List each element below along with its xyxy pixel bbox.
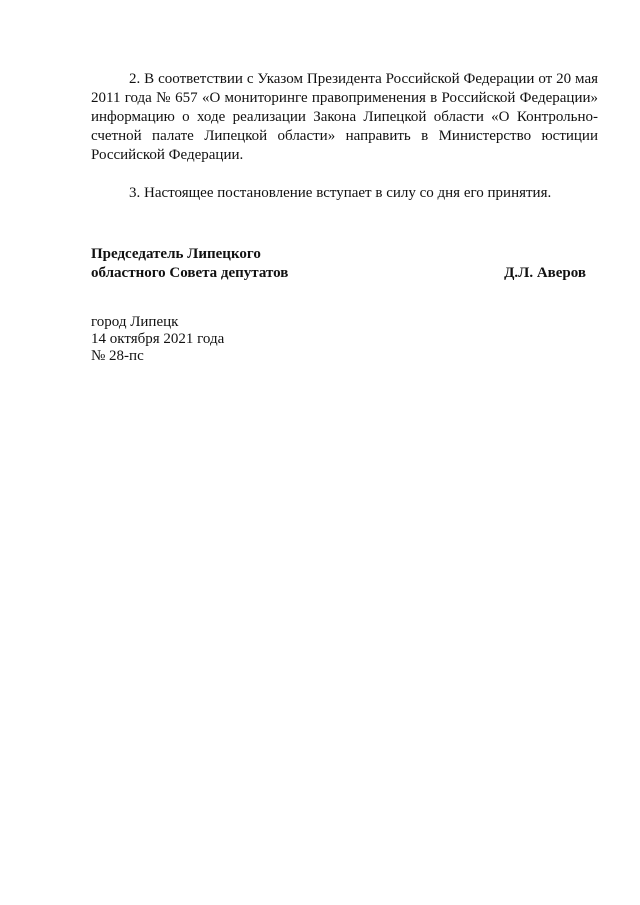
footer-date: 14 октября 2021 года [91, 331, 225, 347]
signature-block [91, 245, 598, 283]
signature-position-line2: областного Совета депутатов [91, 265, 289, 281]
signature-row [91, 264, 598, 283]
footer-number: № 28-пс [91, 348, 144, 364]
paragraph-2: 2. В соответствии с Указом Президента Российской Федерации от 20 мая 2011 года № 657 «О мониторинге правоприменения в Российской Федерации» информацию о ходе реализации Закона Липецкой области «О Контрольно-счетной палате Липецкой области» направить в Министерство юстиции Российской Федерации. [91, 71, 598, 163]
signature-name: Д.Л. Аверов [504, 265, 586, 281]
paragraph-3: 3. Настоящее постановление вступает в силу со дня его принятия. [129, 185, 552, 201]
document-footer [91, 314, 224, 365]
signature-position-line1: Председатель Липецкого [91, 246, 261, 262]
footer-city: город Липецк [91, 314, 179, 330]
document-body [91, 70, 598, 203]
